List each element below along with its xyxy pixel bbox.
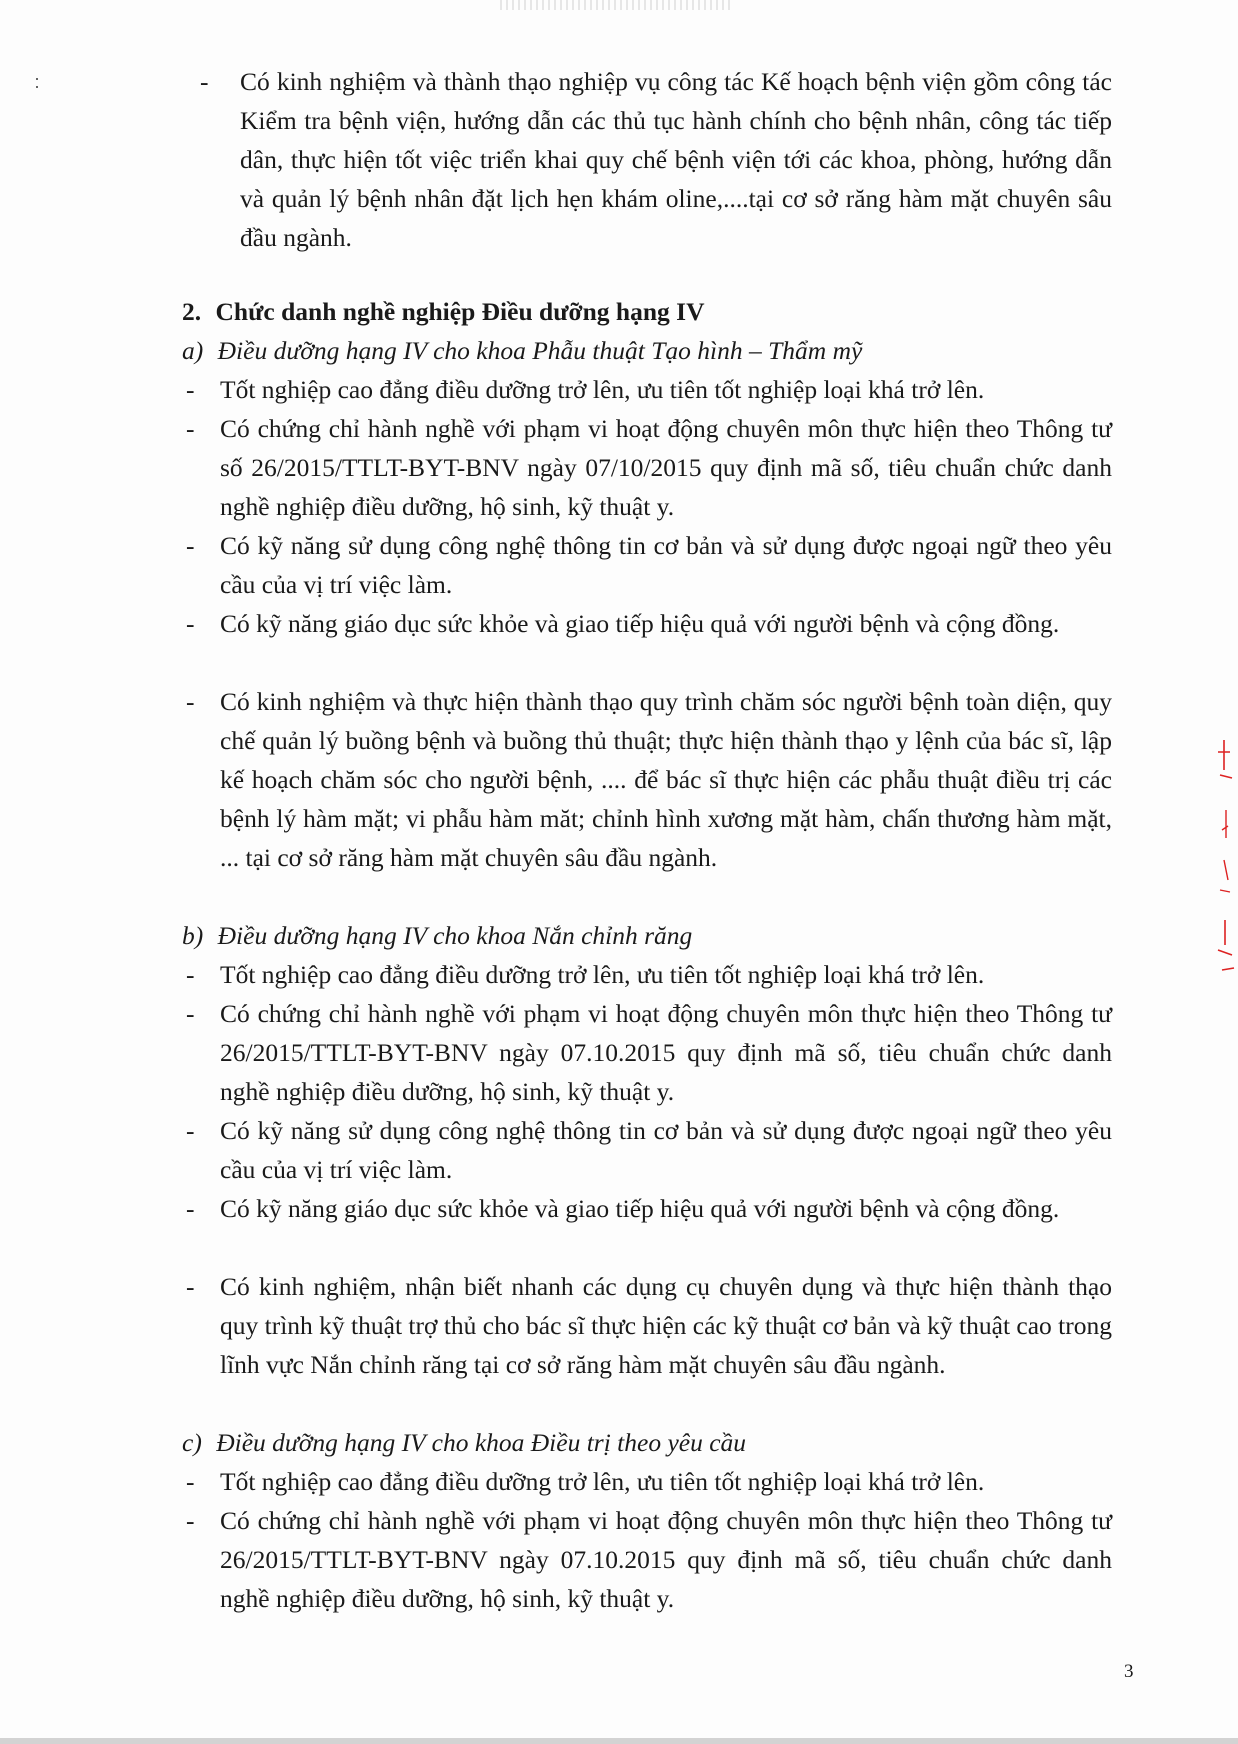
list-item: Có kỹ năng sử dụng công nghệ thông tin cơ bản và sử dụng được ngoại ngữ theo yêu cầu của vị trí việc làm. xyxy=(220,1116,1112,1184)
list-dash: - xyxy=(186,687,195,716)
scan-artifact-top xyxy=(500,0,730,10)
subsection-b-heading xyxy=(182,916,1102,955)
list-item: Có kỹ năng giáo dục sức khỏe và giao tiếp hiệu quả với người bệnh và cộng đồng. xyxy=(220,1194,1060,1223)
list-dash: - xyxy=(186,1467,195,1496)
intro-list-item: Có kinh nghiệm và thành thạo nghiệp vụ công tác Kế hoạch bệnh viện gồm công tác Kiểm tra bệnh viện, hướng dẫn các thủ tục hành chính cho bệnh nhân, công tác tiếp dân, thực hiện tốt việc triển khai quy chế bệnh viện tới các khoa, phòng, hướng dẫn và quản lý bệnh nhân đặt lịch hẹn khám oline,....tại cơ sở răng hàm mặt chuyên sâu đầu ngành. xyxy=(240,67,1112,252)
list-item: Có kinh nghiệm và thực hiện thành thạo quy trình chăm sóc người bệnh toàn diện, quy chế quản lý buồng bệnh và buồng thủ thuật; thực hiện thành thạo y lệnh của bác sĩ, lập kế hoạch chăm sóc cho người bệnh, .... để bác sĩ thực hiện các phẫu thuật điều trị các bệnh lý hàm mặt; vi phẫu hàm măt; chỉnh hình xương mặt hàm, chấn thương hàm mặt, ... tại cơ sở răng hàm mặt chuyên sâu đầu ngành. xyxy=(220,687,1112,872)
list-dash: - xyxy=(186,531,195,560)
list-dash: - xyxy=(186,414,195,443)
list-dash: - xyxy=(200,67,209,96)
section-number: 2. xyxy=(182,297,202,326)
page-number: 3 xyxy=(1124,1661,1134,1682)
list-dash: - xyxy=(186,960,195,989)
red-margin-marks xyxy=(1210,730,1238,990)
list-dash: - xyxy=(186,1506,195,1535)
list-item: Có chứng chỉ hành nghề với phạm vi hoạt động chuyên môn thực hiện theo Thông tư số 26/2015/TTLT-BYT-BNV ngày 07/10/2015 quy định mã số, tiêu chuẩn chức danh nghề nghiệp điều dưỡng, hộ sinh, kỹ thuật y. xyxy=(220,414,1112,521)
subsection-marker: a) xyxy=(182,336,204,365)
list-dash: - xyxy=(186,1116,195,1145)
list-item: Tốt nghiệp cao đẳng điều dưỡng trở lên, ưu tiên tốt nghiệp loại khá trở lên. xyxy=(220,375,985,404)
list-item: Có kỹ năng giáo dục sức khỏe và giao tiếp hiệu quả với người bệnh và cộng đồng. xyxy=(220,609,1060,638)
list-item: Tốt nghiệp cao đẳng điều dưỡng trở lên, ưu tiên tốt nghiệp loại khá trở lên. xyxy=(220,960,985,989)
subsection-title: Điều dưỡng hạng IV cho khoa Điều trị theo yêu cầu xyxy=(216,1428,747,1457)
list-dash: - xyxy=(186,1272,195,1301)
subsection-title: Điều dưỡng hạng IV cho khoa Nắn chỉnh răng xyxy=(217,921,693,950)
subsection-a-heading xyxy=(182,331,1102,370)
list-dash: - xyxy=(186,375,195,404)
margin-marks xyxy=(36,72,46,92)
list-dash: - xyxy=(186,999,195,1028)
list-item: Tốt nghiệp cao đẳng điều dưỡng trở lên, ưu tiên tốt nghiệp loại khá trở lên. xyxy=(220,1467,985,1496)
subsection-title: Điều dưỡng hạng IV cho khoa Phẫu thuật Tạo hình – Thẩm mỹ xyxy=(217,336,863,365)
section-title: Chức danh nghề nghiệp Điều dưỡng hạng IV xyxy=(215,297,705,326)
scan-artifact-bottom xyxy=(0,1738,1238,1744)
subsection-c-heading xyxy=(182,1423,1102,1462)
list-dash: - xyxy=(186,1194,195,1223)
list-item: Có chứng chỉ hành nghề với phạm vi hoạt động chuyên môn thực hiện theo Thông tư 26/2015/TTLT-BYT-BNV ngày 07.10.2015 quy định mã số, tiêu chuẩn chức danh nghề nghiệp điều dưỡng, hộ sinh, kỹ thuật y. xyxy=(220,1506,1112,1613)
list-item: Có kỹ năng sử dụng công nghệ thông tin cơ bản và sử dụng được ngoại ngữ theo yêu cầu của vị trí việc làm. xyxy=(220,531,1112,599)
list-item: Có kinh nghiệm, nhận biết nhanh các dụng cụ chuyên dụng và thực hiện thành thạo quy trình kỹ thuật trợ thủ cho bác sĩ thực hiện các kỹ thuật cơ bản và kỹ thuật cao trong lĩnh vực Nắn chỉnh răng tại cơ sở răng hàm mặt chuyên sâu đầu ngành. xyxy=(220,1272,1112,1379)
subsection-marker: c) xyxy=(182,1428,202,1457)
list-item: Có chứng chỉ hành nghề với phạm vi hoạt động chuyên môn thực hiện theo Thông tư 26/2015/TTLT-BYT-BNV ngày 07.10.2015 quy định mã số, tiêu chuẩn chức danh nghề nghiệp điều dưỡng, hộ sinh, kỹ thuật y. xyxy=(220,999,1112,1106)
subsection-marker: b) xyxy=(182,921,204,950)
list-dash: - xyxy=(186,609,195,638)
section-heading xyxy=(182,292,1082,331)
